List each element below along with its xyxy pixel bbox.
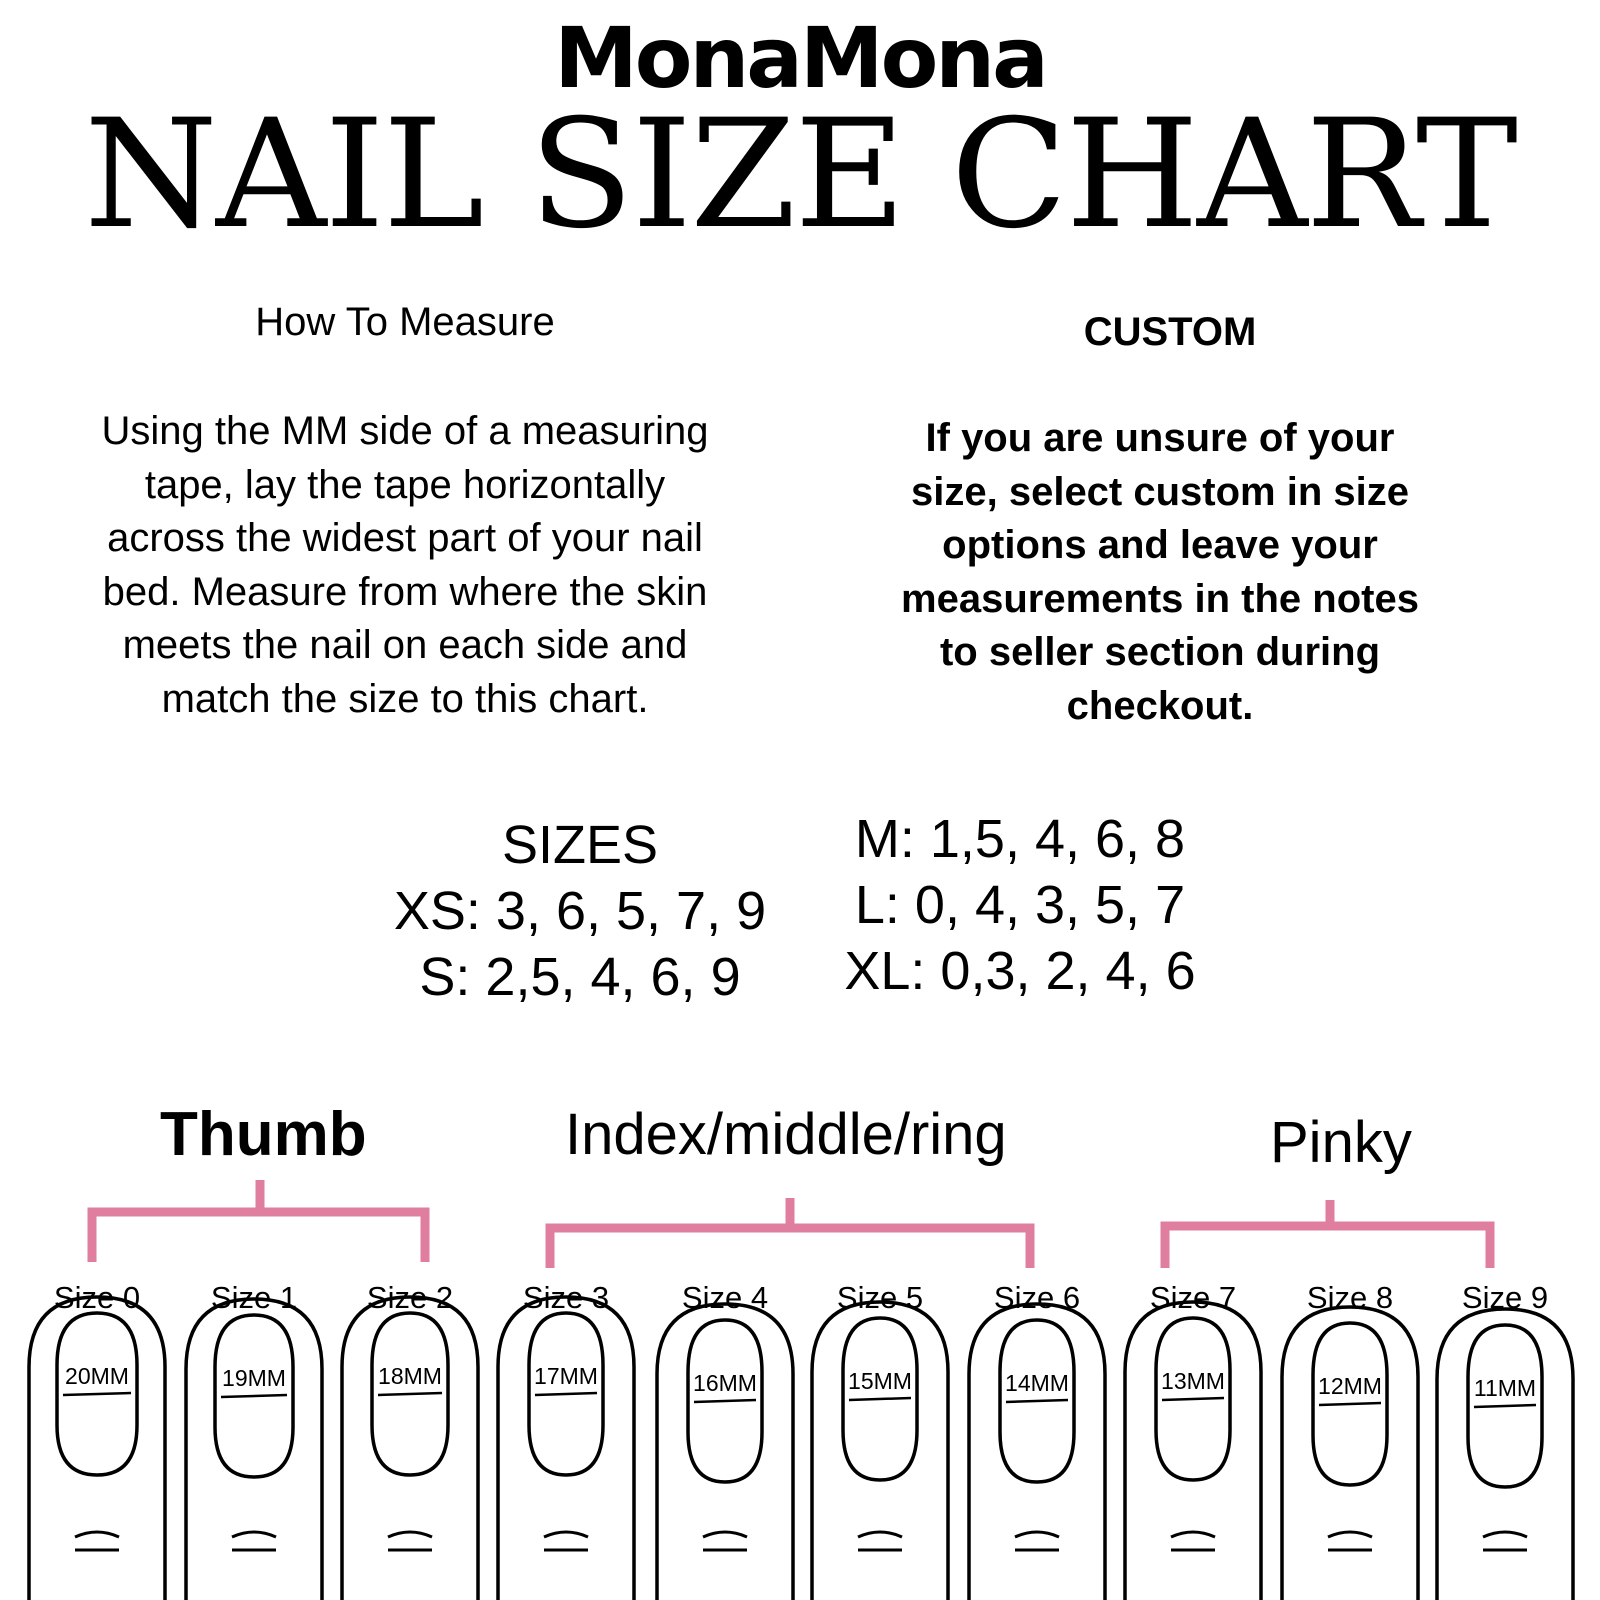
category-bracket [550,1198,1030,1268]
custom-line: to seller section during [939,630,1381,674]
size-s: S: 2,5, 4, 6, 9 [419,947,741,1007]
size-label: Size 7 [1149,1280,1237,1315]
knuckle-crease [858,1532,902,1537]
category-bracket [92,1180,425,1262]
size-l: L: 0, 4, 3, 5, 7 [854,875,1186,935]
custom-line: checkout. [1066,683,1254,728]
size-label: Size 3 [522,1280,610,1315]
nail-width-label: 18MM [378,1363,442,1389]
knuckle-crease [388,1532,432,1537]
nail-width-label: 11MM [1473,1375,1537,1401]
how-to-line: meets the nail on each side and [122,623,688,667]
how-to-line: match the size to this chart. [161,676,649,721]
category-brackets [92,1180,1490,1268]
nail-width-label: 16MM [693,1370,757,1396]
nail-width-label: 17MM [534,1363,598,1389]
size-label: Size 0 [53,1280,141,1315]
size-label: Size 6 [993,1280,1081,1315]
nail-width-label: 14MM [1005,1370,1069,1396]
nail-width-label: 12MM [1318,1373,1382,1399]
nail-width-label: 15MM [848,1368,912,1394]
knuckle-crease [75,1532,119,1537]
category-pinky: Pinky [1270,1110,1412,1175]
size-label: Size 9 [1461,1280,1549,1315]
custom-heading: CUSTOM [1083,310,1257,354]
size-label: Size 2 [366,1280,454,1315]
custom-line: measurements in the notes [901,576,1419,621]
category-index-middle-ring: Index/middle/ring [565,1102,1007,1167]
how-to-line: Using the MM side of a measuring [101,409,709,453]
knuckle-crease [1483,1532,1527,1537]
sizes-heading: SIZES [501,815,659,875]
knuckle-crease [1015,1532,1059,1537]
how-to-text [30,405,780,726]
how-to-line: tape, lay the tape horizontally [144,462,666,507]
nail-width-label: 19MM [222,1365,286,1391]
category-bracket [1165,1200,1490,1268]
nail-width-label: 13MM [1161,1368,1225,1394]
custom-text [860,412,1460,733]
how-to-heading: How To Measure [255,300,555,344]
size-label: Size 8 [1306,1280,1394,1315]
knuckle-crease [703,1532,747,1537]
size-label: Size 4 [681,1280,769,1315]
fingers [29,1297,1573,1600]
category-thumb: Thumb [160,1100,367,1169]
custom-line: If you are unsure of your [925,416,1395,460]
size-xl: XL: 0,3, 2, 4, 6 [844,941,1196,1001]
size-label: Size 5 [836,1280,924,1315]
custom-line: options and leave your [942,523,1378,567]
size-label: Size 1 [210,1280,298,1315]
how-to-line: bed. Measure from where the skin [102,569,708,614]
knuckle-crease [1328,1532,1372,1537]
page-title: NAIL SIZE CHART [84,88,1516,262]
how-to-line: across the widest part of your nail [107,516,703,560]
knuckle-crease [544,1532,588,1537]
brand-logo: MonaMona [554,9,1046,107]
knuckle-crease [232,1532,276,1537]
custom-line: size, select custom in size [911,469,1409,514]
nail-width-label: 20MM [65,1363,129,1389]
size-xs: XS: 3, 6, 5, 7, 9 [393,881,767,941]
size-m: M: 1,5, 4, 6, 8 [854,809,1186,869]
knuckle-crease [1171,1532,1215,1537]
